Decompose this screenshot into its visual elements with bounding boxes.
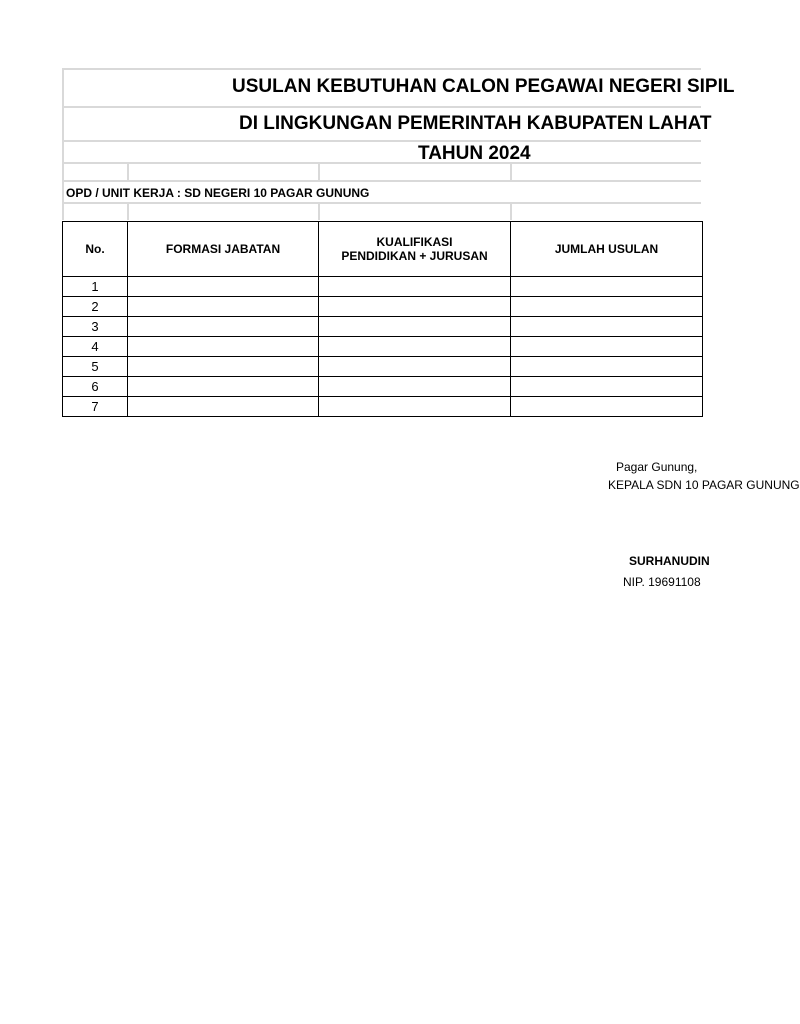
document-title-year: TAHUN 2024 — [418, 143, 531, 164]
cell-no: 7 — [63, 397, 128, 417]
cell-no: 6 — [63, 377, 128, 397]
opd-unit-kerja: OPD / UNIT KERJA : SD NEGERI 10 PAGAR GUNUNG — [62, 180, 701, 202]
cell-no: 1 — [63, 277, 128, 297]
signature-position: KEPALA SDN 10 PAGAR GUNUNG — [608, 478, 800, 492]
header-jumlah-usulan: JUMLAH USULAN — [511, 222, 703, 277]
cell-no: 3 — [63, 317, 128, 337]
header-kualifikasi: KUALIFIKASI PENDIDIKAN + JURUSAN — [319, 222, 511, 277]
cell-no: 4 — [63, 337, 128, 357]
cell-no: 2 — [63, 297, 128, 317]
document-title-line-1: USULAN KEBUTUHAN CALON PEGAWAI NEGERI SIPIL — [232, 76, 735, 97]
cell-no: 5 — [63, 357, 128, 377]
signature-name: SURHANUDIN — [629, 554, 710, 568]
header-formasi-jabatan: FORMASI JABATAN — [128, 222, 319, 277]
document-title-line-2: DI LINGKUNGAN PEMERINTAH KABUPATEN LAHAT — [239, 113, 712, 134]
signature-nip: NIP. 19691108 — [623, 575, 701, 589]
signature-place-date: Pagar Gunung, — [616, 460, 698, 474]
header-no: No. — [63, 222, 128, 277]
